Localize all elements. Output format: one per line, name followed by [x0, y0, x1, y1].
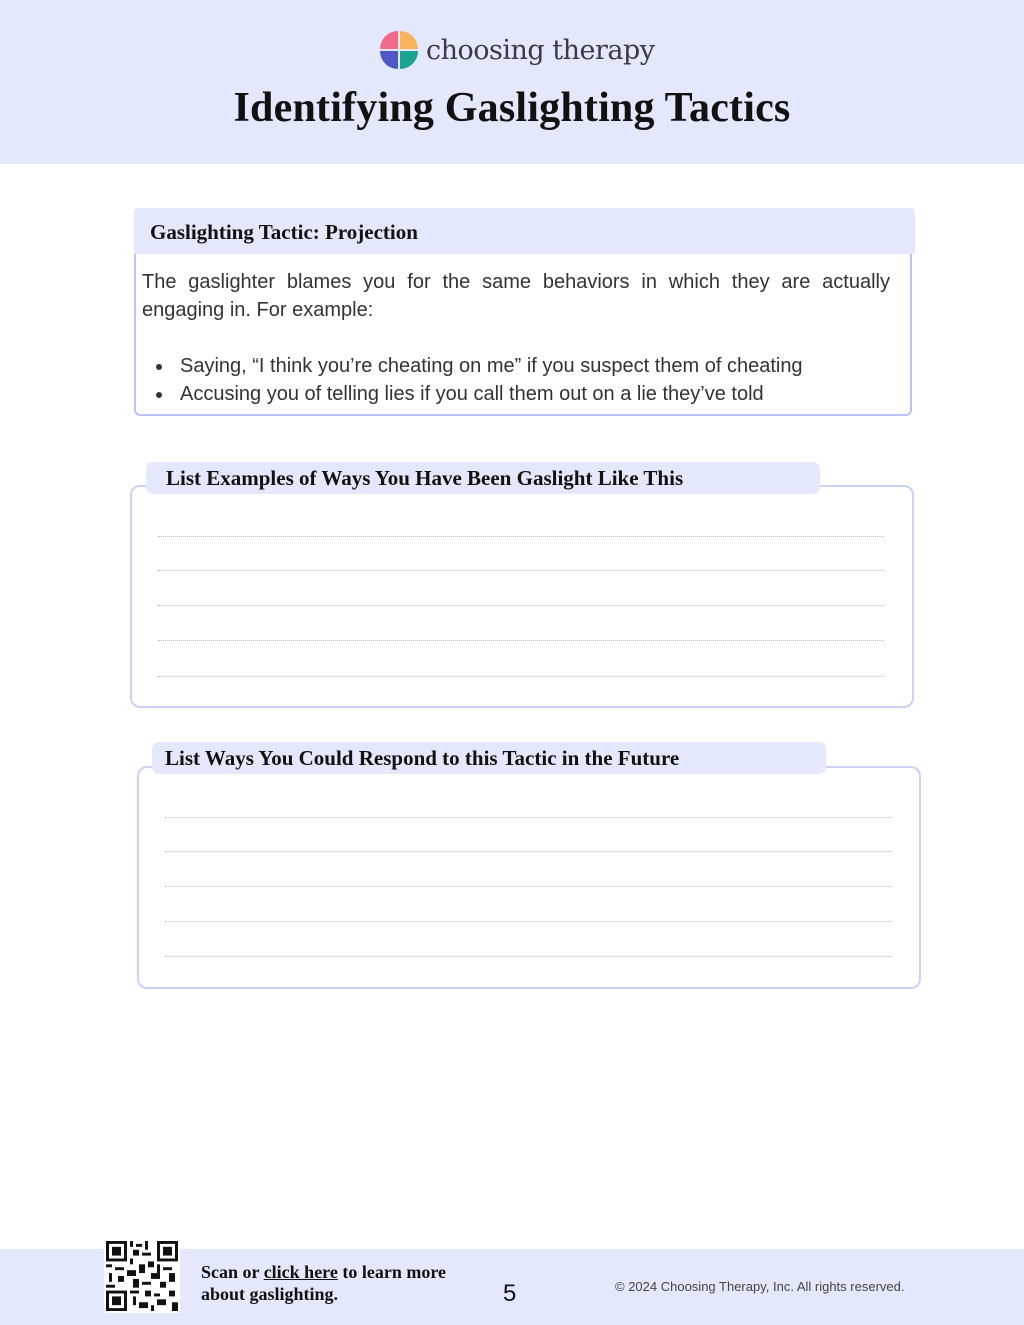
- tactic-title: Gaslighting Tactic: Projection: [150, 220, 418, 244]
- writing-line[interactable]: [158, 676, 884, 677]
- tactic-examples-list: [142, 352, 803, 408]
- copyright-notice: © 2024 Choosing Therapy, Inc. All rights reserved.: [615, 1279, 905, 1294]
- page-header: [0, 0, 1024, 164]
- writing-line[interactable]: [165, 921, 891, 922]
- tactic-card-header: [134, 208, 915, 254]
- brand-logo[interactable]: [378, 28, 655, 72]
- responses-section-label: List Ways You Could Respond to this Tactic in the Future: [152, 742, 826, 774]
- examples-section-label: List Examples of Ways You Have Been Gaslight Like This: [146, 462, 820, 494]
- page-number: 5: [503, 1280, 517, 1307]
- brand-name: choosing therapy: [426, 34, 655, 66]
- learn-more-link[interactable]: click here: [263, 1262, 338, 1282]
- list-item: Accusing you of telling lies if you call them out on a lie they’ve told: [142, 380, 803, 408]
- writing-line[interactable]: [165, 886, 891, 887]
- writing-line[interactable]: [158, 536, 884, 537]
- list-item: Saying, “I think you’re cheating on me” if you suspect them of cheating: [142, 352, 803, 380]
- writing-line[interactable]: [158, 605, 884, 606]
- examples-writing-area[interactable]: [130, 485, 914, 708]
- writing-line[interactable]: [158, 640, 884, 641]
- scan-prefix: Scan or: [201, 1262, 264, 1282]
- scan-prompt: [201, 1261, 491, 1305]
- tactic-card: [134, 208, 912, 416]
- tactic-description: The gaslighter blames you for the same behaviors in which they are actually engaging in. For example:: [142, 271, 890, 321]
- scan-suffix: to learn more about gaslighting.: [201, 1262, 446, 1304]
- page-title: Identifying Gaslighting Tactics: [233, 85, 791, 131]
- qr-code-icon[interactable]: [104, 1239, 180, 1313]
- choosing-therapy-logo-icon: [378, 29, 420, 71]
- writing-line[interactable]: [165, 817, 891, 818]
- writing-line[interactable]: [165, 956, 891, 957]
- writing-line[interactable]: [158, 570, 884, 571]
- writing-line[interactable]: [165, 851, 891, 852]
